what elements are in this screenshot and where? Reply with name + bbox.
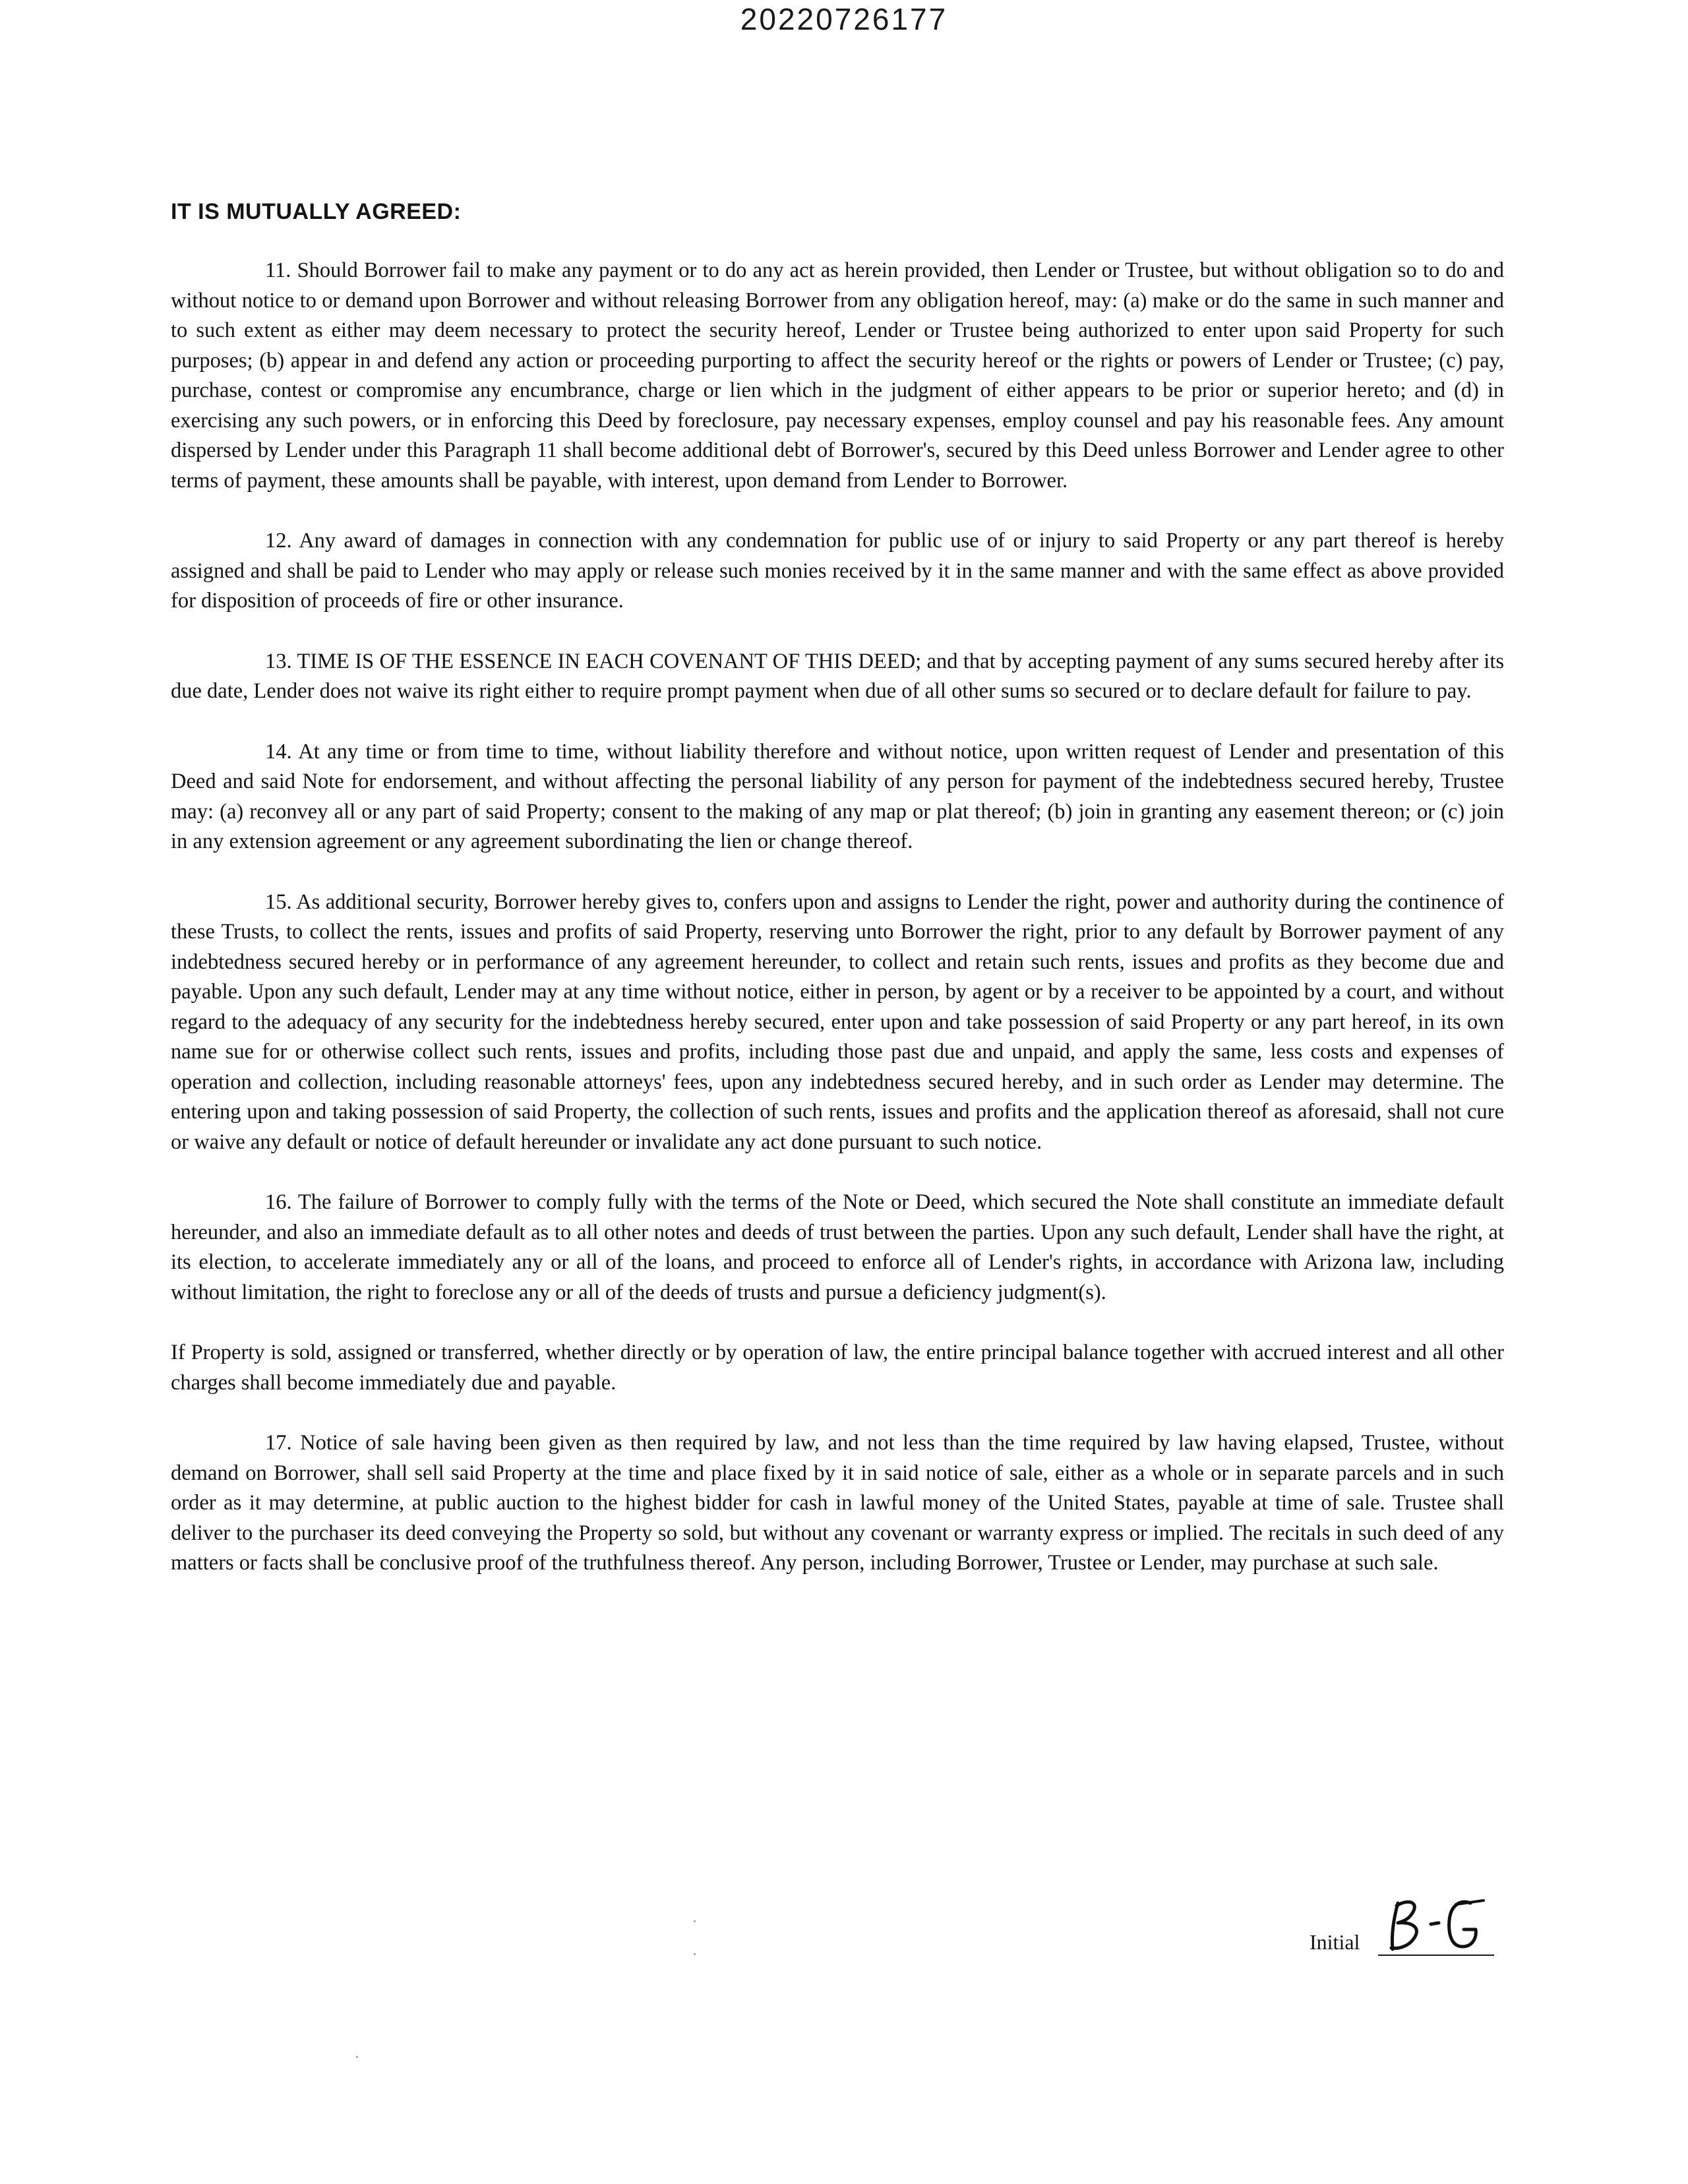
handwritten-initials [1378, 1891, 1494, 1957]
agreement-body [171, 256, 1504, 1609]
paragraph-17: 17. Notice of sale having been given as then required by law, and not less than the time required by law having elapsed, Trustee, without demand on Borrower, shall sell said Property at the time and place fixed by it in said notice of sale, either as a whole or in separate parcels and in such order as it may determine, at public auction to the highest bidder for cash in lawful money of the United States, payable at time of sale. Trustee shall deliver to the purchaser its deed conveying the Property so sold, but without any covenant or warranty express or implied. The recitals in such deed of any matters or facts shall be conclusive proof of the truthfulness thereof. Any person, including Borrower, Trustee or Lender, may purchase at such sale. [171, 1431, 1504, 1575]
paragraph-11: 11. Should Borrower fail to make any payment or to do any act as herein provided, then Lender or Trustee, but without obligation so to do and without notice to or demand upon Borrower and without releasing Borrower from any obligation hereof, may: (a) make or do the same in such manner and to such extent as either may deem necessary to protect the security hereof, Lender or Trustee being authorized to enter upon said Property for such purposes; (b) appear in and defend any action or proceeding purporting to affect the security hereof or the rights or powers of Lender or Trustee; (c) pay, purchase, contest or compromise any encumbrance, charge or lien which in the judgment of either appears to be prior or superior hereto; and (d) in exercising any such powers, or in enforcing this Deed by foreclosure, pay necessary expenses, employ counsel and pay his reasonable fees. Any amount dispersed by Lender under this Paragraph 11 shall become additional debt of Borrower's, secured by this Deed unless Borrower and Lender agree to other terms of payment, these amounts shall be payable, with interest, upon demand from Lender to Borrower. [171, 258, 1504, 493]
paragraph-13: 13. TIME IS OF THE ESSENCE IN EACH COVENANT OF THIS DEED; and that by accepting payment of any sums secured hereby after its due date, Lender does not waive its right either to require prompt payment when due of all other sums so secured or to declare default for failure to pay. [171, 649, 1504, 703]
paragraph-transfer-clause: If Property is sold, assigned or transferred, whether directly or by operation of law, the entire principal balance together with accrued interest and all other charges shall become immediately due and payable. [171, 1341, 1504, 1395]
initial-label: Initial [1310, 1930, 1360, 1954]
paragraph-16: 16. The failure of Borrower to comply fully with the terms of the Note or Deed, which secured the Note shall constitute an immediate default hereunder, and also an immediate default as to all other notes and deeds of trust between the parties. Upon any such default, Lender shall have the right, at its election, to accelerate immediately any or all of the loans, and proceed to enforce all of Lender's rights, in accordance with Arizona law, including without limitation, the right to foreclose any or all of the deeds of trusts and pursue a deficiency judgment(s). [171, 1190, 1504, 1304]
scan-speck [356, 2056, 358, 2058]
section-heading: IT IS MUTUALLY AGREED: [171, 199, 462, 224]
scan-speck [694, 1920, 696, 1922]
paragraph-14: 14. At any time or from time to time, without liability therefore and without notice, upon written request of Lender and presentation of this Deed and said Note for endorsement, and without affecting the personal liability of any person for payment of the indebtedness secured hereby, Trustee may: (a) reconvey all or any part of said Property; consent to the making of any map or plat thereof; (b) join in granting any easement thereon; or (c) join in any extension agreement or any agreement subordinating the lien or change thereof. [171, 739, 1504, 853]
scan-speck [694, 1953, 696, 1955]
paragraph-15: 15. As additional security, Borrower hereby gives to, confers upon and assigns to Lender the right, power and authority during the continence of these Trusts, to collect the rents, issues and profits of said Property, reserving unto Borrower the right, prior to any default by Borrower payment of any indebtedness secured hereby or in performance of any agreement hereunder, to collect and retain such rents, issues and profits as they become due and payable. Upon any such default, Lender may at any time without notice, either in person, by agent or by a receiver to be appointed by a court, and without regard to the adequacy of any security for the indebtedness hereby secured, enter upon and take possession of said Property or any part hereof, in its own name sue for or otherwise collect such rents, issues and profits, including those past due and unpaid, and apply the same, less costs and expenses of operation and collection, including reasonable attorneys' fees, upon any indebtedness secured hereby, and in such order as Lender may determine. The entering upon and taking possession of said Property, the collection of such rents, issues and profits and the application thereof as aforesaid, shall not cure or waive any default or notice of default hereunder or invalidate any act done pursuant to such notice. [171, 890, 1504, 1154]
initial-block [1310, 1891, 1507, 1964]
recording-number: 20220726177 [740, 2, 948, 36]
paragraph-12: 12. Any award of damages in connection with any condemnation for public use of or injury to said Property or any part thereof is hereby assigned and shall be paid to Lender who may apply or release such monies received by it in the same manner and with the same effect as above provided for disposition of proceeds of fire or other insurance. [171, 529, 1504, 613]
initials-signature-icon [1378, 1891, 1494, 1957]
